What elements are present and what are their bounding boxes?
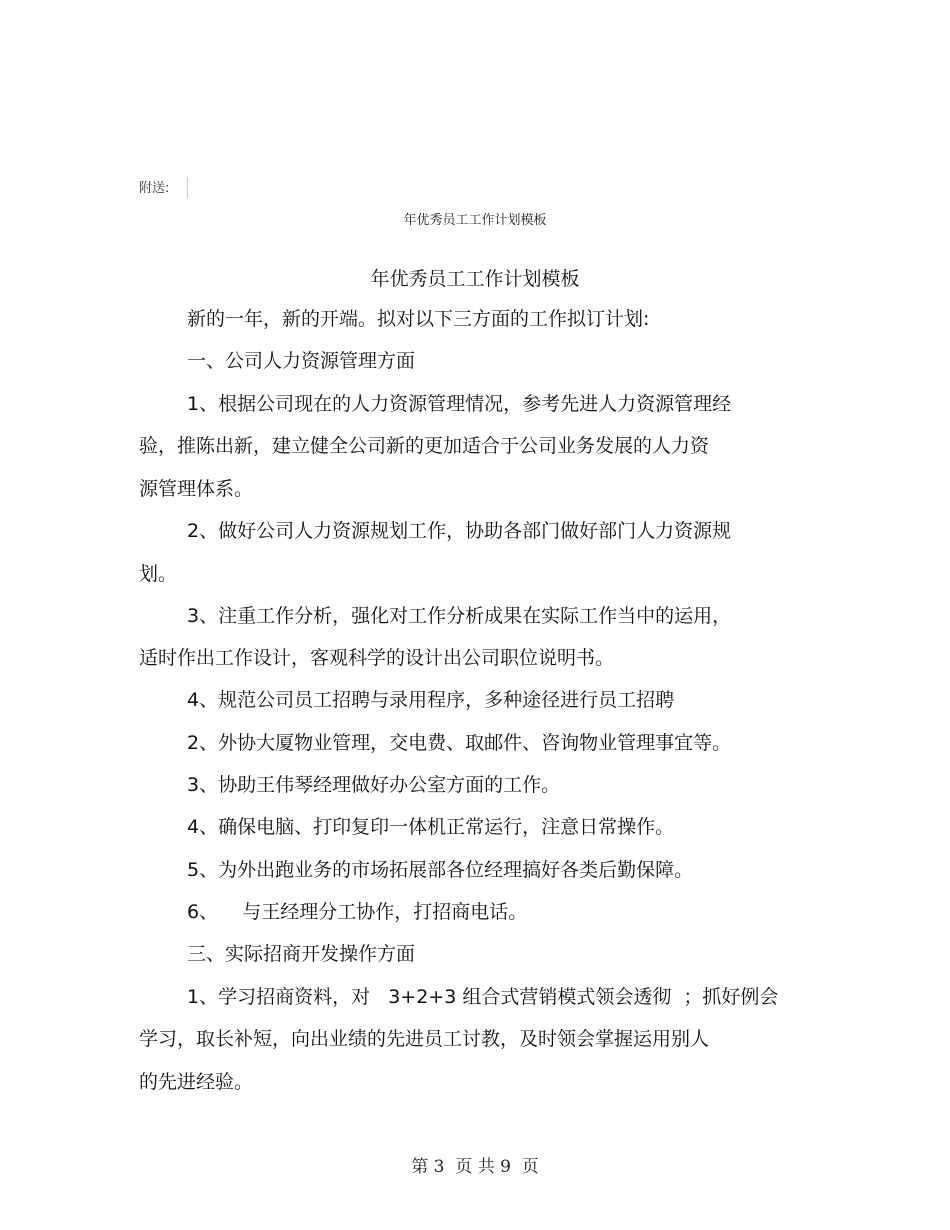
document-title: 年优秀员工工作计划模板 <box>370 268 580 290</box>
section-heading: 一、公司人力资源管理方面 <box>187 350 416 372</box>
paragraph-line: 2、做好公司人力资源规划工作，协助各部门做好部门人力资源规 <box>187 520 732 542</box>
paragraph-line: 3、注重工作分析，强化对工作分析成果在实际工作当中的运用， <box>187 605 732 627</box>
paragraph-line: 的先进经验。 <box>139 1071 254 1093</box>
page-number: 第 3 页 共 9 页 <box>411 1157 539 1177</box>
attachment-label: 附送: <box>139 181 170 196</box>
paragraph-line: 验，推陈出新，建立健全公司新的更加适合于公司业务发展的人力资 <box>139 435 710 457</box>
paragraph-line: 3、协助王伟琴经理做好办公室方面的工作。 <box>187 774 561 796</box>
paragraph-line: 源管理体系。 <box>139 478 254 500</box>
paragraph-line: 1、学习招商资料，对 3+2+3 组合式营销模式领会透彻 ；抓好例会 <box>187 986 779 1008</box>
paragraph-line: 1、根据公司现在的人力资源管理情况，参考先进人力资源管理经 <box>187 393 732 415</box>
paragraph-line: 4、规范公司员工招聘与录用程序，多种途径进行员工招聘 <box>187 689 675 711</box>
paragraph-line: 划。 <box>139 563 178 585</box>
section-heading: 三、实际招商开发操作方面 <box>187 943 416 965</box>
header-title: 年优秀员工工作计划模板 <box>403 213 547 228</box>
paragraph-line: 适时作出工作设计，客观科学的设计出公司职位说明书。 <box>139 647 615 669</box>
text-cursor-divider <box>187 177 188 198</box>
paragraph-line: 学习，取长补短，向出业绩的先进员工讨教，及时领会掌握运用别人 <box>139 1028 710 1050</box>
paragraph-line: 6、 与王经理分工协作，打招商电话。 <box>187 901 528 923</box>
paragraph-line: 2、外协大厦物业管理，交电费、取邮件、咨询物业管理事宜等。 <box>187 732 732 754</box>
paragraph-line: 4、确保电脑、打印复印一体机正常运行，注意日常操作。 <box>187 816 675 838</box>
paragraph-line: 新的一年，新的开端。拟对以下三方面的工作拟订计划: <box>187 308 650 330</box>
paragraph-line: 5、为外出跑业务的市场拓展部各位经理搞好各类后勤保障。 <box>187 859 694 881</box>
